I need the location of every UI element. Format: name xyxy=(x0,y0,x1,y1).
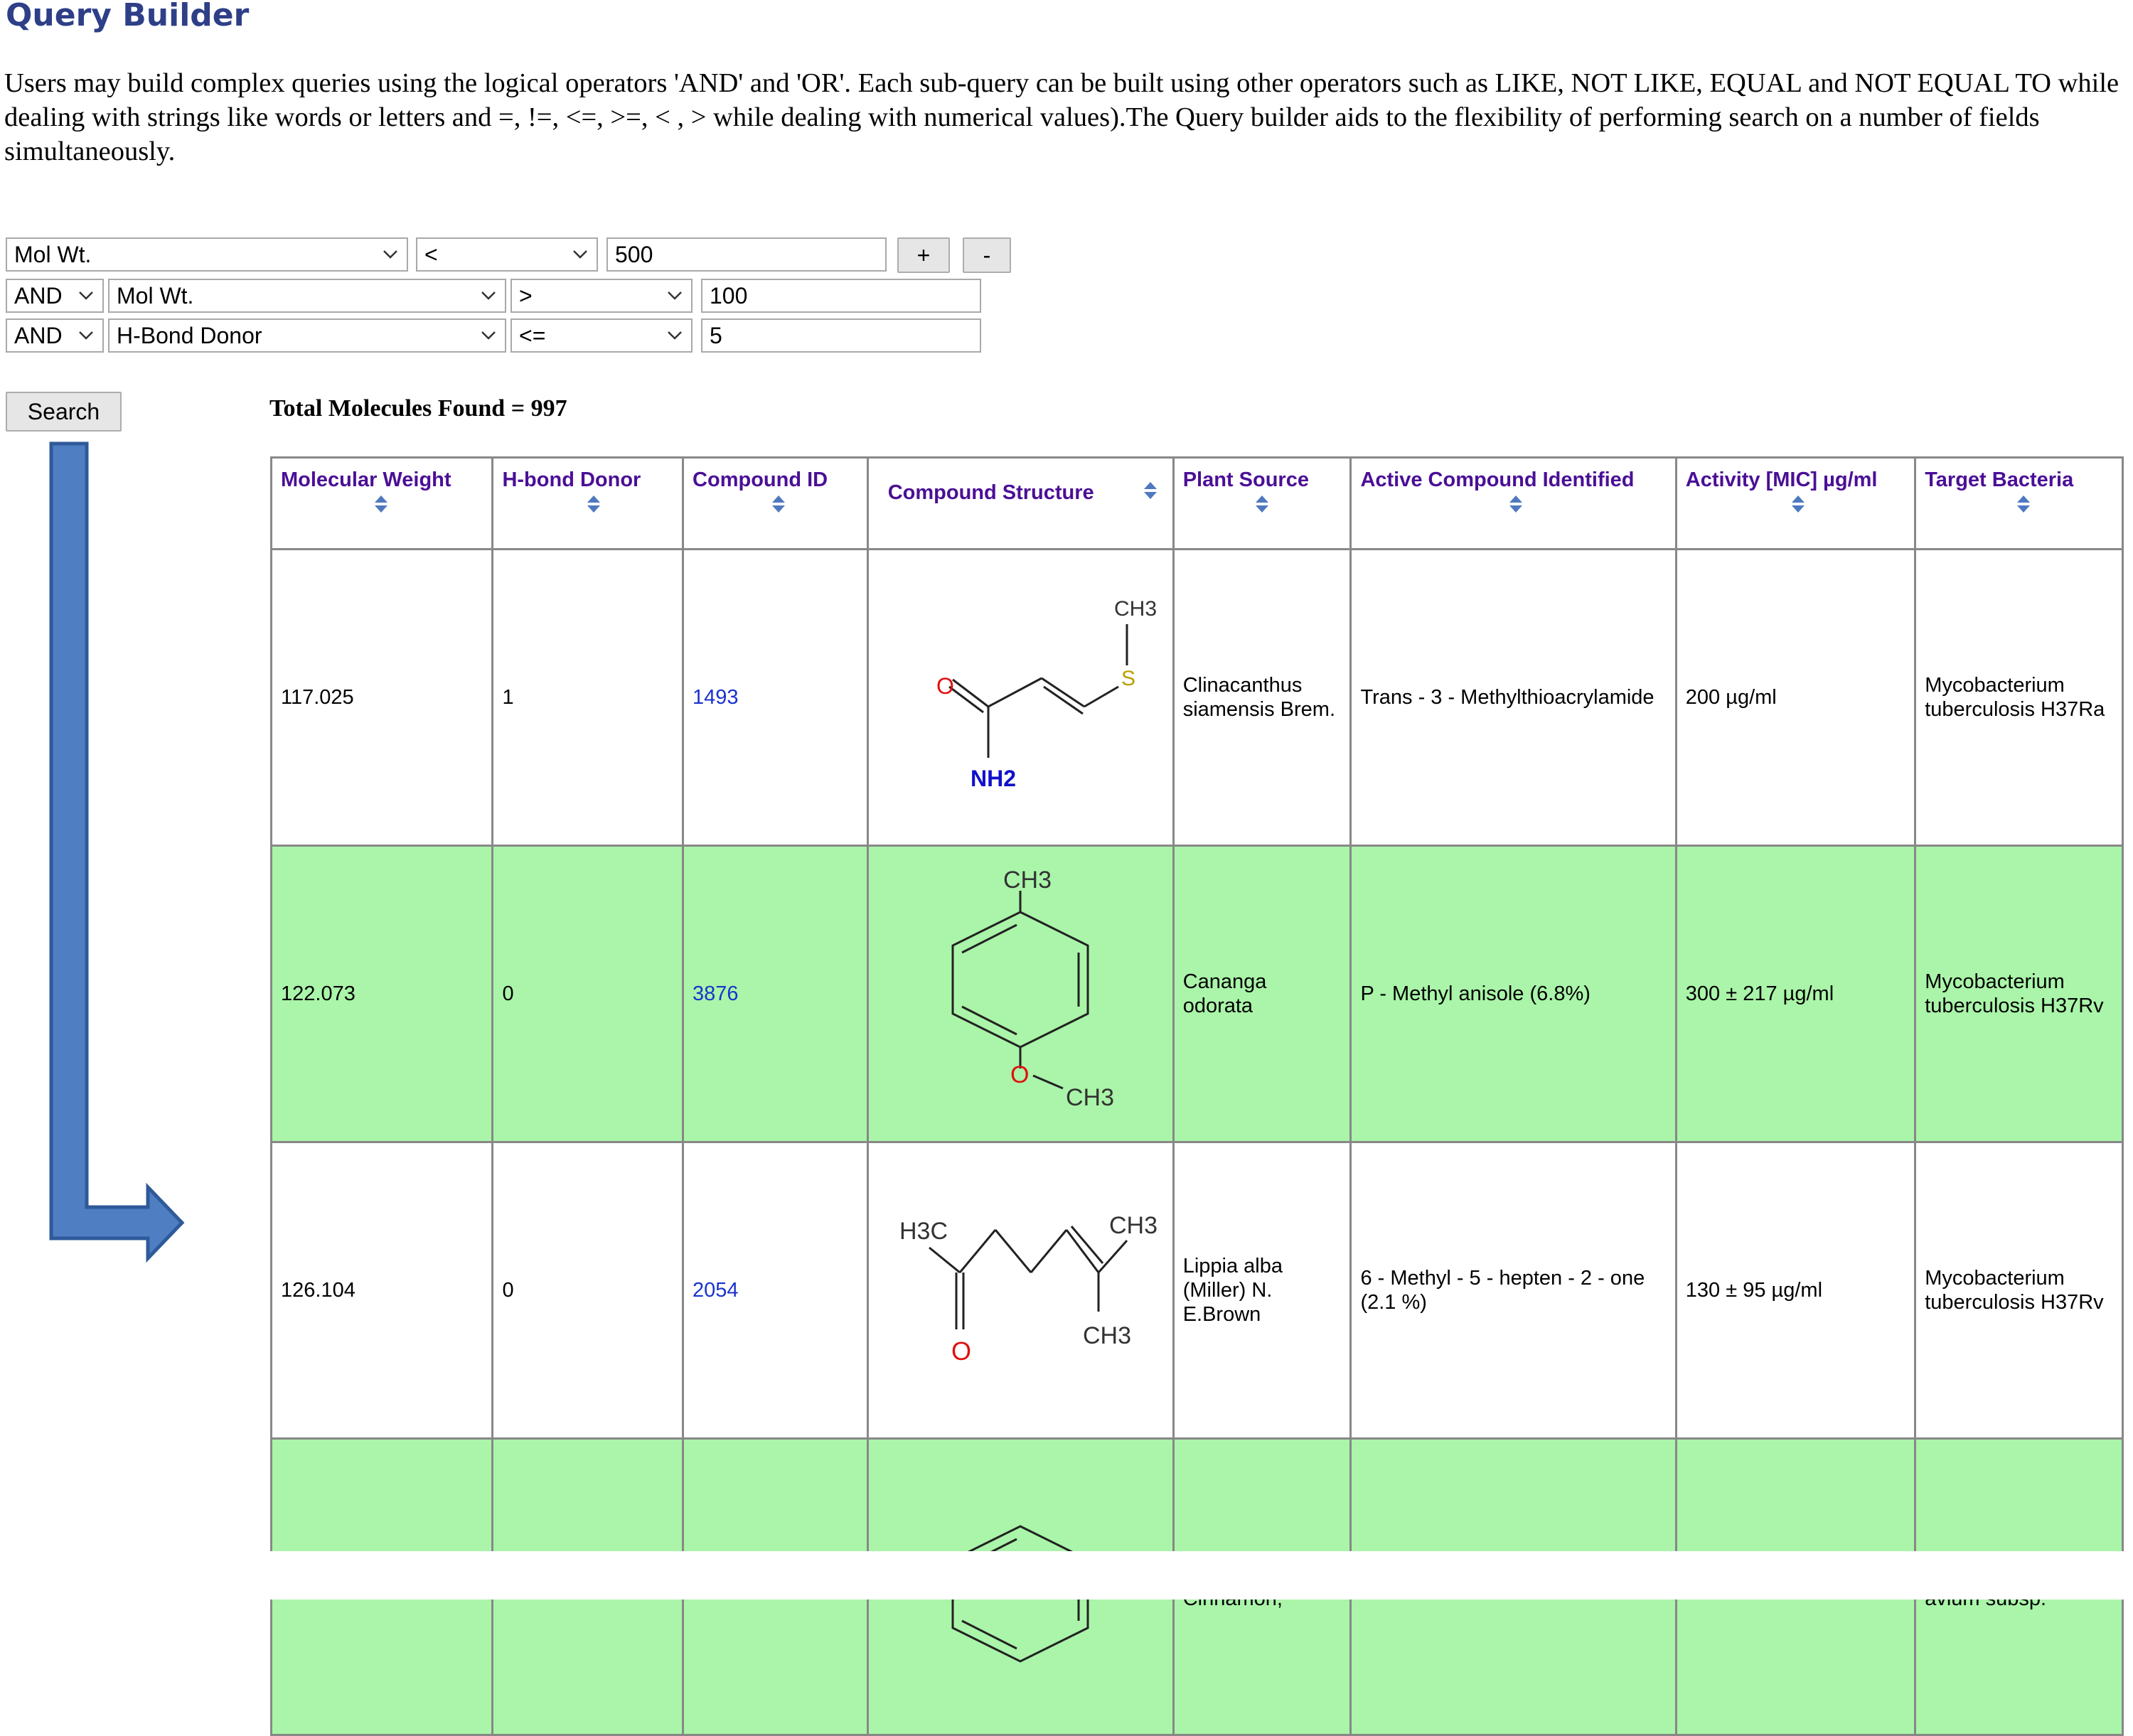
column-label: Target Bacteria xyxy=(1925,468,2074,491)
chevron-down-icon xyxy=(481,290,496,301)
field-select-2[interactable] xyxy=(108,279,506,313)
compound-id-link[interactable]: 2054 xyxy=(693,1279,739,1302)
value-input-2[interactable] xyxy=(701,279,981,313)
field-select-2-value: Mol Wt. xyxy=(117,283,194,309)
compound-id-link[interactable]: 3876 xyxy=(693,982,739,1005)
value-input-3-text: 5 xyxy=(710,323,722,348)
field-select-1[interactable] xyxy=(6,237,408,272)
methyl-label: CH3 xyxy=(1114,597,1158,621)
cell-compound-id xyxy=(683,846,868,1142)
column-label: Plant Source xyxy=(1182,468,1309,491)
chevron-down-icon xyxy=(667,330,683,341)
cell-plant-source: Cananga odorata xyxy=(1173,846,1351,1142)
chevron-down-icon xyxy=(572,249,588,260)
cell-active-compound: 6 - Methyl - 5 - hepten - 2 - one (2.1 %) xyxy=(1351,1142,1676,1439)
methyl-label: H3C xyxy=(899,1218,948,1245)
operator-select-1[interactable] xyxy=(416,237,598,272)
chevron-down-icon xyxy=(78,290,94,301)
column-label: Compound Structure xyxy=(887,481,1094,504)
column-header-compound-structure[interactable] xyxy=(867,458,1173,550)
oxygen-label: O xyxy=(1010,1061,1030,1088)
cell-hbond-donor: 0 xyxy=(493,1142,683,1439)
search-button[interactable]: Search xyxy=(6,392,122,432)
remove-row-button[interactable]: - xyxy=(963,237,1011,273)
total-molecules-found: Total Molecules Found = 997 xyxy=(269,395,567,422)
field-select-3-value: H-Bond Donor xyxy=(117,323,262,348)
column-header-active-compound[interactable] xyxy=(1351,458,1676,550)
cell-activity: 300 ± 217 µg/ml xyxy=(1676,846,1915,1142)
cell-active-compound: Trans - 3 - Methylthioacrylamide xyxy=(1351,550,1676,846)
methoxy-label: CH3 xyxy=(1066,1084,1115,1111)
column-label: Compound ID xyxy=(693,468,828,491)
structure-methylheptenone xyxy=(878,1184,1162,1397)
oxygen-label: O xyxy=(951,1336,972,1366)
cell-compound-structure xyxy=(867,1142,1173,1439)
column-header-target-bacteria[interactable] xyxy=(1915,458,2123,550)
logic-select-2[interactable] xyxy=(6,279,104,313)
cell-active-compound: P - Methyl anisole (6.8%) xyxy=(1351,846,1676,1142)
sort-icon[interactable] xyxy=(771,495,786,513)
logic-select-3-value: AND xyxy=(14,323,63,348)
logic-select-3[interactable] xyxy=(6,318,104,353)
page-description: Users may build complex queries using the logical operators 'AND' and 'OR'. Each sub-query can be built using other operators such as LIKE, NOT LIKE, EQUAL and NOT EQUAL TO while dealing with strings like words or letters and =, !=, <=, >=, < , > while dealing with numerical values).The Query builder aids to the flexibility of performing search on a number of fields simultaneously. xyxy=(4,68,2119,166)
cell-compound-structure xyxy=(867,550,1173,846)
cell-compound-structure xyxy=(867,846,1173,1142)
result-arrow-icon xyxy=(43,439,192,1264)
column-label: Active Compound Identified xyxy=(1360,468,1635,491)
cell-target-bacteria: Mycobacterium tuberculosis H37Rv xyxy=(1915,846,2123,1142)
value-input-1[interactable] xyxy=(606,237,887,272)
sort-icon[interactable] xyxy=(1790,495,1806,513)
column-header-activity[interactable] xyxy=(1676,458,1915,550)
cell-target-bacteria: Mycobacterium tuberculosis H37Ra xyxy=(1915,550,2123,846)
chevron-down-icon xyxy=(78,330,94,341)
sort-icon[interactable] xyxy=(1143,481,1158,500)
sort-icon[interactable] xyxy=(2016,495,2031,513)
add-row-button[interactable]: + xyxy=(897,237,950,273)
column-header-molecular-weight[interactable] xyxy=(272,458,493,550)
operator-select-2-value: > xyxy=(519,283,533,309)
cell-hbond-donor: 1 xyxy=(493,550,683,846)
table-header-row xyxy=(272,458,2123,550)
logic-select-2-value: AND xyxy=(14,283,63,309)
cell-activity: 130 ± 95 µg/ml xyxy=(1676,1142,1915,1439)
results-table xyxy=(270,456,2124,1736)
cell-molecular-weight: 117.025 xyxy=(272,550,493,846)
structure-methylthioacrylamide xyxy=(892,580,1158,815)
methyl-label: CH3 xyxy=(1003,867,1052,894)
cell-compound-id xyxy=(683,1142,868,1439)
column-header-plant-source[interactable] xyxy=(1173,458,1351,550)
oxygen-label: O xyxy=(936,673,955,699)
sulfur-label: S xyxy=(1121,667,1136,690)
cell-hbond-donor: 0 xyxy=(493,846,683,1142)
column-label: Activity [MIC] µg/ml xyxy=(1685,468,1878,491)
table-row xyxy=(272,1142,2123,1439)
methyl-label: CH3 xyxy=(1109,1212,1158,1239)
cell-plant-source: Lippia alba (Miller) N. E.Brown xyxy=(1173,1142,1351,1439)
column-header-hbond-donor[interactable] xyxy=(493,458,683,550)
chevron-down-icon xyxy=(667,290,683,301)
page-bottom-edge xyxy=(0,1551,2133,1600)
structure-methyl-anisole xyxy=(892,862,1148,1125)
cell-compound-id xyxy=(683,550,868,846)
cell-molecular-weight: 122.073 xyxy=(272,846,493,1142)
table-row xyxy=(272,550,2123,846)
operator-select-3[interactable] xyxy=(510,318,693,353)
table-row xyxy=(272,846,2123,1142)
sort-icon[interactable] xyxy=(586,495,602,513)
operator-select-1-value: < xyxy=(424,242,438,267)
sort-icon[interactable] xyxy=(1508,495,1524,513)
cell-molecular-weight: 126.104 xyxy=(272,1142,493,1439)
value-input-3[interactable] xyxy=(701,318,981,353)
column-label: Molecular Weight xyxy=(281,468,451,491)
field-select-3[interactable] xyxy=(108,318,506,353)
compound-id-link[interactable]: 1493 xyxy=(693,686,739,709)
cell-activity: 200 µg/ml xyxy=(1676,550,1915,846)
chevron-down-icon xyxy=(383,249,398,260)
cell-target-bacteria: Mycobacterium tuberculosis H37Rv xyxy=(1915,1142,2123,1439)
page-title: Query Builder xyxy=(6,0,250,33)
operator-select-3-value: <= xyxy=(519,323,546,348)
methyl-label: CH3 xyxy=(1083,1322,1132,1349)
column-header-compound-id[interactable] xyxy=(683,458,868,550)
value-input-1-text: 500 xyxy=(615,242,653,267)
operator-select-2[interactable] xyxy=(510,279,693,313)
sort-icon[interactable] xyxy=(1254,495,1270,513)
sort-icon[interactable] xyxy=(373,495,389,513)
value-input-2-text: 100 xyxy=(710,283,748,309)
chevron-down-icon xyxy=(481,330,496,341)
amine-label: NH2 xyxy=(971,766,1017,791)
cell-plant-source: Clinacanthus siamensis Brem. xyxy=(1173,550,1351,846)
field-select-1-value: Mol Wt. xyxy=(14,242,92,267)
column-label: H-bond Donor xyxy=(502,468,641,491)
